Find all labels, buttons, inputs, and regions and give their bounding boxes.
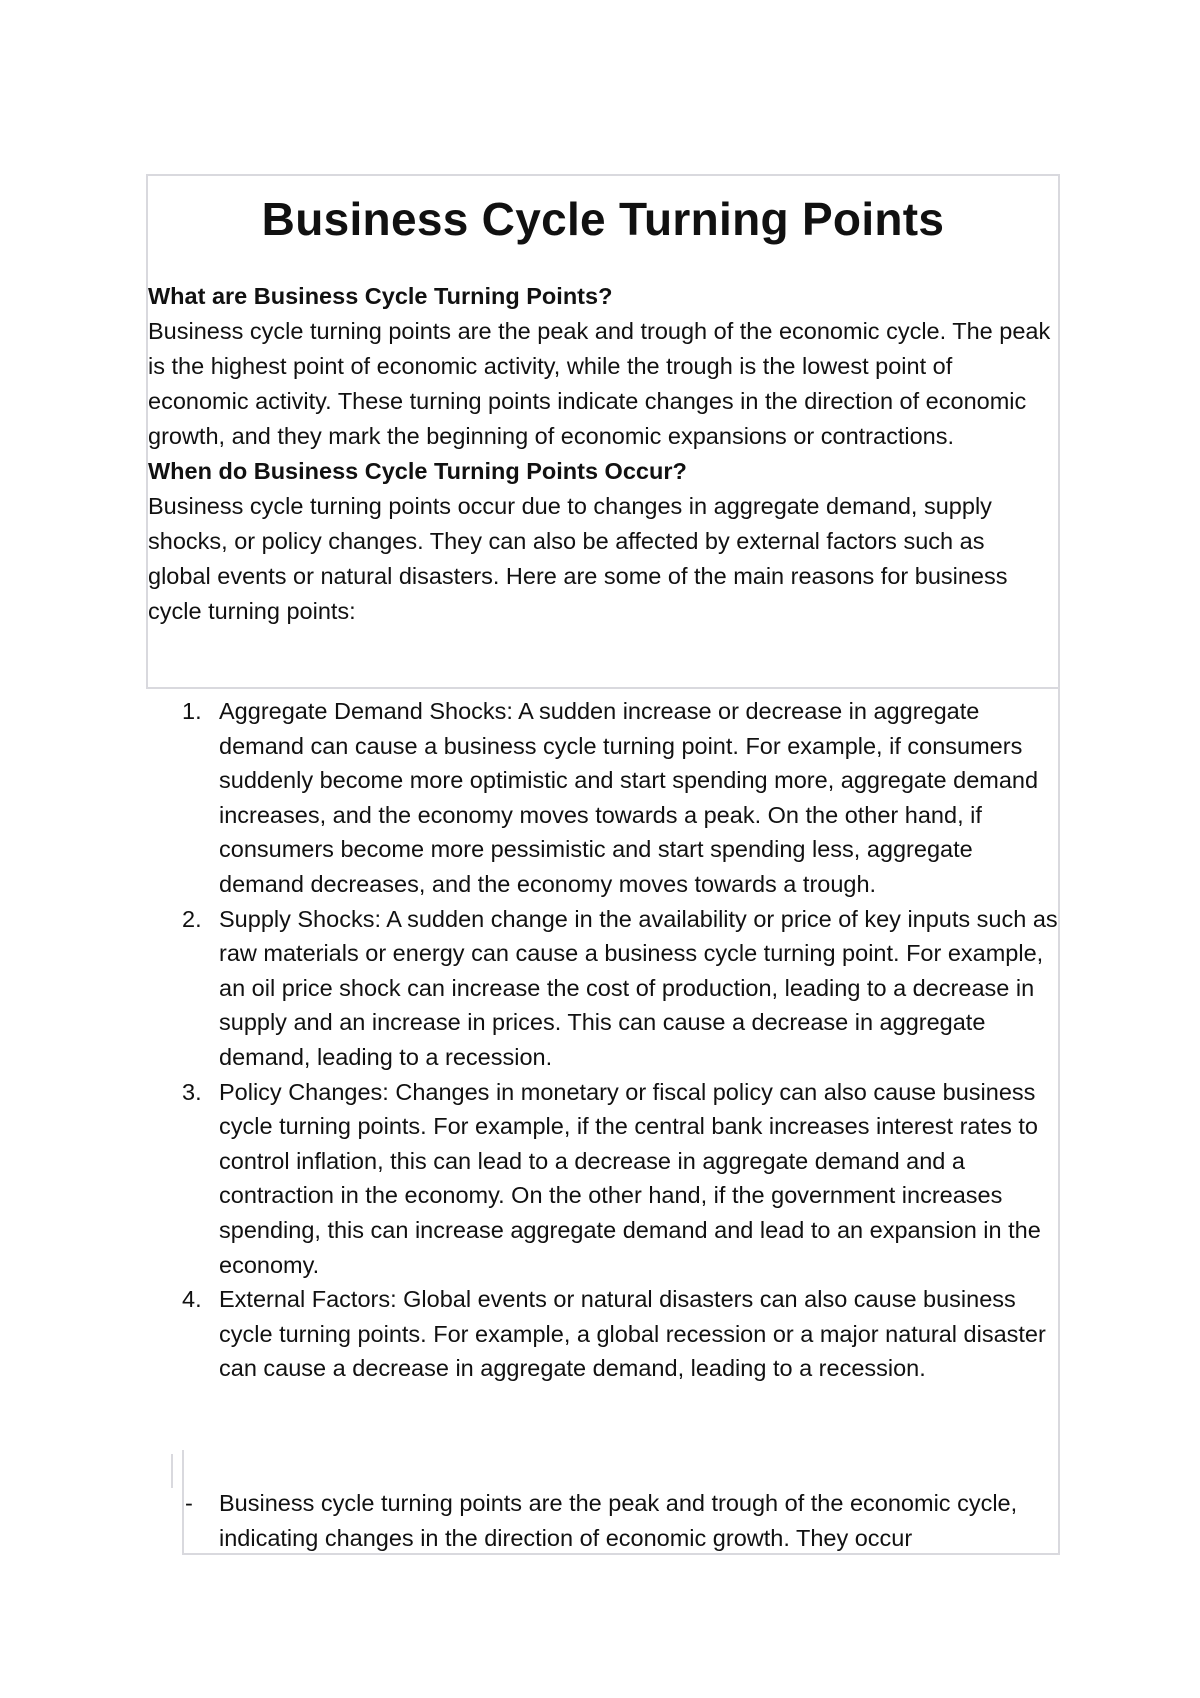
list-item — [176, 694, 1060, 902]
list-item-text: Supply Shocks: A sudden change in the availability or price of key inputs such as raw materials or energy can cause a business cycle turning point. For example, an oil price shock can increase the cost of production, leading to a decrease in supply and an increase in prices. This can cause a decrease in aggregate demand, leading to a recession. — [219, 905, 1058, 1070]
document-title: Business Cycle Turning Points — [261, 193, 945, 245]
list-item-text: External Factors: Global events or natural disasters can also cause business cycle turning points. For example, a global recession or a major natural disaster can cause a decrease in aggregate demand, leading to a recession. — [219, 1286, 1046, 1382]
section-heading-when: When do Business Cycle Turning Points Occur? — [148, 458, 687, 484]
list-item-number: 2. — [182, 905, 202, 932]
list-item-number: 1. — [182, 698, 202, 724]
reasons-list — [176, 694, 1060, 1386]
summary-item — [182, 1486, 1060, 1555]
list-item — [176, 1282, 1060, 1386]
list-item-number: 4. — [182, 1286, 202, 1313]
section-heading-what: What are Business Cycle Turning Points? — [148, 283, 613, 309]
list-item-number: 3. — [182, 1078, 202, 1105]
list-item-text: Aggregate Demand Shocks: A sudden increase or decrease in aggregate demand can cause a business cycle turning point. For example, if consumers suddenly become more optimistic and start spending more, aggregate demand increases, and the economy moves towards a peak. On the other hand, if consumers become more pessimistic and start spending less, aggregate demand decreases, and the economy moves towards a trough. — [219, 698, 1039, 897]
intro-text-box — [146, 174, 1060, 689]
list-item-text: Policy Changes: Changes in monetary or fiscal policy can also cause business cycle turning points. For example, if the central bank increases interest rates to control inflation, this can lead to a decrease in aggregate demand and a contraction in the economy. On the other hand, if the government increases spending, this can increase aggregate demand and lead to an expansion in the economy. — [219, 1078, 1041, 1278]
list-item — [176, 1075, 1060, 1283]
section-body-what: Business cycle turning points are the peak and trough of the economic cycle. The peak is the highest point of economic activity, while the trough is the lowest point of economic activity. These turning points indicate changes in the direction of economic growth, and they mark the beginning of economic expansions or contractions. — [148, 318, 1051, 449]
summary-marker: - — [185, 1490, 193, 1516]
section-body-when: Business cycle turning points occur due to changes in aggregate demand, supply shocks, or policy changes. They can also be affected by external factors such as global events or natural disasters. Here are some of the main reasons for business cycle turning points: — [148, 493, 1008, 624]
list-item — [176, 902, 1060, 1075]
intro-text — [148, 279, 1053, 629]
list-border-stub — [171, 1454, 173, 1488]
summary-text: Business cycle turning points are the peak and trough of the economic cycle, indicating changes in the direction of economic growth. They occur — [219, 1490, 1018, 1551]
